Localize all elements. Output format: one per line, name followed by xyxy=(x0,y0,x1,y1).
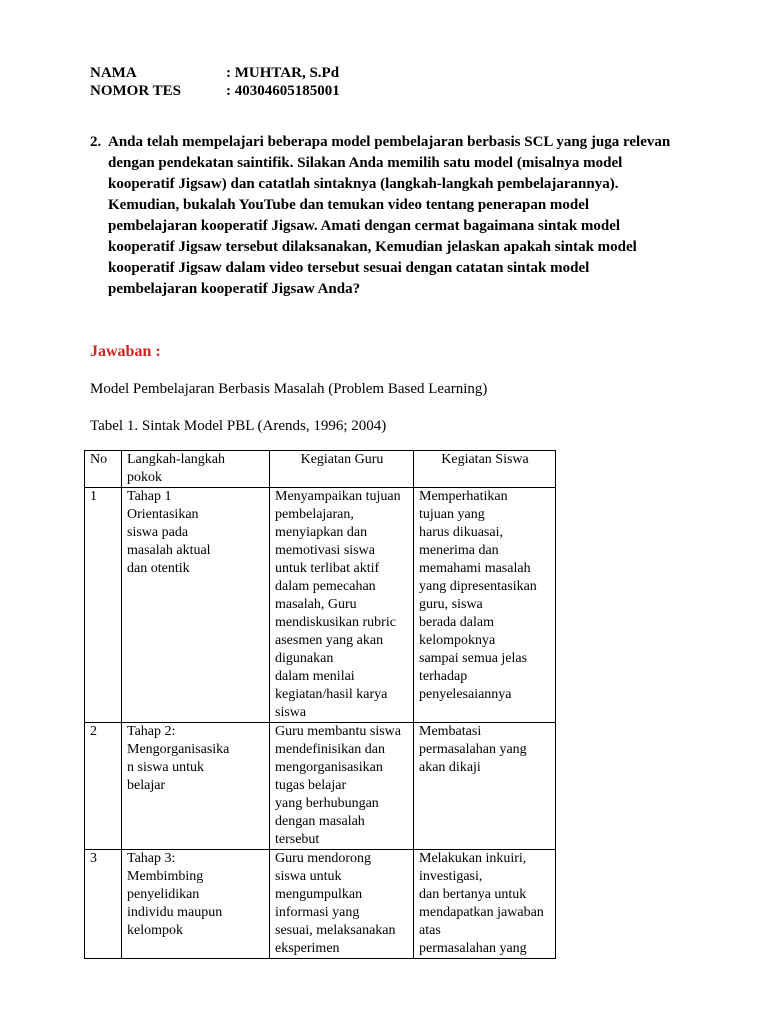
question-block xyxy=(90,132,690,300)
sintak-table xyxy=(84,450,556,959)
table-header-row xyxy=(85,451,556,488)
question-number: 2. xyxy=(90,134,102,150)
question-line: kooperatif Jigsaw dalam video tersebut sesuai dengan catatan sintak model xyxy=(108,260,590,276)
cell-siswa: Membatasi permasalahan yang akan dikaji xyxy=(414,723,556,850)
cell-no: 2 xyxy=(85,723,122,850)
name-value: : MUHTAR, S.Pd xyxy=(226,65,340,81)
cell-siswa: Memperhatikan tujuan yang harus dikuasai, menerima dan memahami masalah yang dipresentasikan guru, siswa berada dalam kelompoknya sampai semua jelas terhadap penyelesaiannya xyxy=(414,488,556,723)
cell-guru: Menyampaikan tujuan pembelajaran, menyiapkan dan memotivasi siswa untuk terlibat aktif dalam pemecahan masalah, Guru mendiskusikan rubric asesmen yang akan digunakan dalam menilai kegiatan/hasil karya siswa xyxy=(270,488,414,723)
test-number-label: NOMOR TES xyxy=(90,83,181,99)
table-row xyxy=(85,850,556,959)
cell-siswa: Melakukan inkuiri, investigasi, dan bertanya untuk mendapatkan jawaban atas permasalahan yang xyxy=(414,850,556,959)
question-text xyxy=(108,132,690,300)
question-line: pembelajaran kooperatif Jigsaw. Amati dengan cermat bagaimana sintak model xyxy=(108,218,621,234)
cell-step: Tahap 3: Membimbing penyelidikan individu maupun kelompok xyxy=(122,850,270,959)
question-line: Kemudian, bukalah YouTube dan temukan video tentang penerapan model xyxy=(108,197,590,213)
question-line: dengan pendekatan saintifik. Silakan Anda memilih satu model (misalnya model xyxy=(108,155,623,171)
header-no: No xyxy=(85,451,122,488)
question-line: kooperatif Jigsaw tersebut dilaksanakan, Kemudian jelaskan apakah sintak model xyxy=(108,239,637,255)
question-line: Anda telah mempelajari beberapa model pembelajaran berbasis SCL yang juga relevan xyxy=(108,134,671,150)
cell-guru: Guru membantu siswa mendefinisikan dan mengorganisasikan tugas belajar yang berhubungan dengan masalah tersebut xyxy=(270,723,414,850)
cell-step: Tahap 1 Orientasikan siswa pada masalah aktual dan otentik xyxy=(122,488,270,723)
model-title: Model Pembelajaran Berbasis Masalah (Problem Based Learning) xyxy=(90,381,488,397)
test-number-row xyxy=(90,82,340,100)
header-guru: Kegiatan Guru xyxy=(270,451,414,488)
cell-guru: Guru mendorong siswa untuk mengumpulkan informasi yang sesuai, melaksanakan eksperimen xyxy=(270,850,414,959)
answer-heading: Jawaban : xyxy=(90,343,161,360)
question-line: kooperatif Jigsaw) dan catatlah sintaknya (langkah-langkah pembelajarannya). xyxy=(108,176,619,192)
question-line: pembelajaran kooperatif Jigsaw Anda? xyxy=(108,281,361,297)
name-label: NAMA xyxy=(90,65,137,81)
name-row xyxy=(90,64,339,82)
header-step: Langkah-langkah pokok xyxy=(122,451,270,488)
table-caption: Tabel 1. Sintak Model PBL (Arends, 1996; 2004) xyxy=(90,418,387,434)
cell-step: Tahap 2: Mengorganisasika n siswa untuk belajar xyxy=(122,723,270,850)
test-number-value: : 40304605185001 xyxy=(226,83,340,99)
table-row xyxy=(85,723,556,850)
cell-no: 3 xyxy=(85,850,122,959)
cell-no: 1 xyxy=(85,488,122,723)
table-row xyxy=(85,488,556,723)
header-siswa: Kegiatan Siswa xyxy=(414,451,556,488)
